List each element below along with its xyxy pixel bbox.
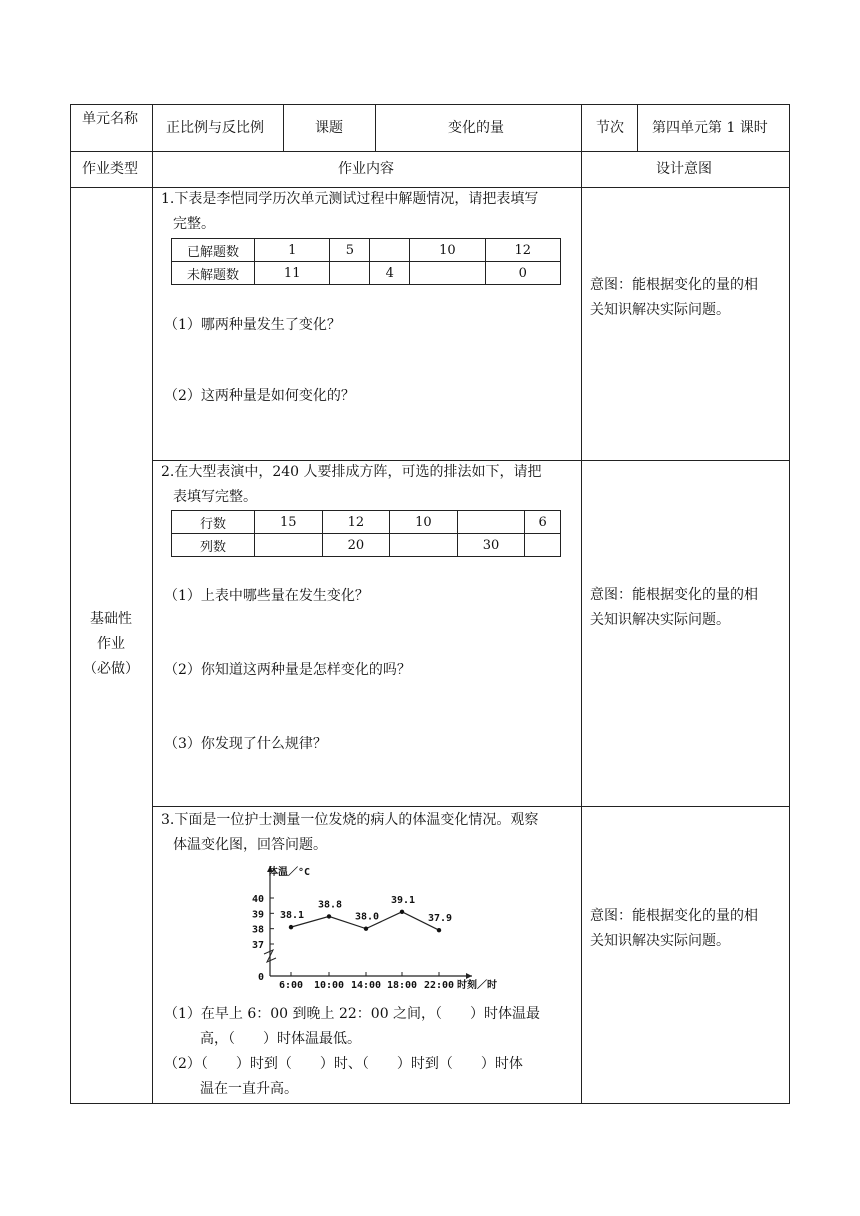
intent-line: 关知识解决实际问题。: [590, 933, 730, 949]
table-cell: 1: [255, 239, 330, 262]
q1-text-line: 完整。: [173, 216, 215, 232]
data-point: [400, 910, 404, 914]
q3-sub-line: （2）（ ）时到（ ）时、（ ）时到（ ）时体: [164, 1056, 523, 1072]
table-border: [789, 104, 790, 1104]
table-cell: 20: [322, 534, 390, 557]
table-cell: [330, 262, 370, 285]
table-cell: 12: [485, 239, 560, 262]
q3-text-line: 体温变化图，回答问题。: [173, 837, 327, 853]
y-tick-label: 0: [257, 972, 264, 983]
q3-intent: [590, 904, 786, 954]
table-cell: 5: [330, 239, 370, 262]
table-cell: 列数: [172, 534, 255, 557]
table-cell: 行数: [172, 511, 255, 534]
q2-text-line: 2.在大型表演中，240 人要排成方阵，可选的排法如下，请把: [161, 464, 542, 480]
q1-sub1: （1）哪两种量发生了变化？: [164, 317, 341, 333]
table-cell: [457, 511, 525, 534]
table-border: [375, 104, 376, 151]
table-cell: 12: [322, 511, 390, 534]
lesson-value: 第四单元第 1 课时: [652, 120, 768, 136]
data-point: [289, 925, 293, 929]
x-tick-label: 22:00: [423, 980, 455, 991]
data-label: 37.9: [427, 913, 453, 925]
chart-marks: [280, 895, 452, 933]
q2-sub1: （1）上表中哪些量在发生变化？: [164, 588, 369, 604]
table-row: [172, 262, 561, 285]
table-cell: 未解题数: [172, 262, 255, 285]
q1-text-line: 1.下表是李恺同学历次单元测试过程中解题情况，请把表填写: [161, 191, 539, 207]
q1-text: [161, 187, 579, 237]
data-point: [327, 914, 331, 918]
table-border: [70, 104, 790, 105]
table-cell: 6: [525, 511, 561, 534]
row-label-line: 基础性: [90, 611, 132, 627]
q2-text-line: 表填写完整。: [173, 489, 257, 505]
intent-line: 意图：能根据变化的量的相: [590, 587, 758, 603]
y-tick-label: 39: [251, 909, 264, 921]
q2-sub2: （2）你知道这两种量是怎样变化的吗？: [164, 662, 411, 678]
intent-line: 关知识解决实际问题。: [590, 612, 730, 628]
q3-sub2: [164, 1052, 579, 1102]
table-border: [70, 104, 71, 1104]
table-cell: 0: [485, 262, 560, 285]
table-cell: [390, 534, 458, 557]
y-tick-label: 40: [251, 894, 264, 905]
q2-sub3: （3）你发现了什么规律？: [164, 736, 327, 752]
x-tick-label: 10:00: [313, 980, 345, 991]
table-cell: 30: [457, 534, 525, 557]
q1-sub2: （2）这两种量是如何变化的？: [164, 388, 355, 404]
q3-sub-line: （1）在早上 6：00 到晚上 22：00 之间，（ ）时体温最: [164, 1006, 541, 1022]
q3-text-line: 3.下面是一位护士测量一位发烧的病人的体温变化情况。观察: [161, 812, 539, 828]
row-label: [70, 607, 152, 682]
table-cell: 10: [390, 511, 458, 534]
data-label: 39.1: [390, 894, 416, 906]
q1-table: [171, 238, 561, 285]
row-label-line: 作业: [97, 636, 125, 652]
q3-sub-line: 温在一直升高。: [200, 1081, 298, 1097]
table-border: [152, 104, 153, 1104]
row-label-line: （必做）: [83, 661, 139, 677]
table-border: [152, 806, 790, 807]
table-cell: [410, 262, 485, 285]
temperature-chart: [240, 858, 520, 998]
data-point: [437, 928, 441, 932]
data-label: 38.8: [317, 899, 343, 911]
table-cell: 11: [255, 262, 330, 285]
column-intent-header: 设计意图: [656, 161, 712, 177]
table-cell: 已解题数: [172, 239, 255, 262]
data-point: [364, 926, 368, 930]
table-border: [70, 151, 790, 152]
x-axis-arrow: [466, 973, 472, 979]
table-row: [172, 239, 561, 262]
table-border: [637, 104, 638, 151]
intent-line: 关知识解决实际问题。: [590, 302, 730, 318]
lesson-label: 节次: [596, 120, 624, 136]
y-axis-label: 体温／°C: [268, 867, 311, 878]
table-row: [172, 511, 561, 534]
x-tick-label: 6:00: [278, 980, 304, 991]
table-cell: 10: [410, 239, 485, 262]
q2-table: [171, 510, 561, 557]
unit-name-label: 单元名称: [82, 111, 138, 127]
intent-line: 意图：能根据变化的量的相: [590, 277, 758, 293]
y-tick-label: 38: [251, 924, 264, 936]
q3-sub-line: 高，（ ）时体温最低。: [200, 1031, 361, 1047]
table-cell: 15: [255, 511, 323, 534]
column-type-header: 作业类型: [82, 161, 138, 177]
x-axis-label: 时刻／时: [457, 980, 497, 991]
unit-name-value: 正比例与反比例: [166, 120, 264, 136]
q2-text: [161, 460, 579, 510]
table-cell: [370, 239, 410, 262]
table-cell: 4: [370, 262, 410, 285]
data-label: 38.0: [354, 911, 380, 923]
q3-text: [161, 808, 579, 858]
data-label: 38.1: [279, 910, 305, 922]
x-tick-label: 14:00: [350, 980, 382, 991]
topic-label: 课题: [315, 120, 343, 136]
table-border: [581, 104, 582, 1104]
chart-axes: [252, 865, 497, 991]
axis-break: [264, 950, 276, 962]
table-border: [70, 1103, 790, 1104]
x-tick-label: 18:00: [386, 980, 418, 991]
y-tick-label: 37: [251, 940, 264, 951]
intent-line: 意图：能根据变化的量的相: [590, 908, 758, 924]
q1-intent: [590, 273, 786, 323]
table-row: [172, 534, 561, 557]
table-border: [283, 104, 284, 151]
q2-intent: [590, 583, 786, 633]
table-cell: [255, 534, 323, 557]
table-cell: [525, 534, 561, 557]
q3-sub1: [164, 1002, 579, 1052]
column-content-header: 作业内容: [338, 161, 394, 177]
topic-value: 变化的量: [448, 120, 504, 136]
